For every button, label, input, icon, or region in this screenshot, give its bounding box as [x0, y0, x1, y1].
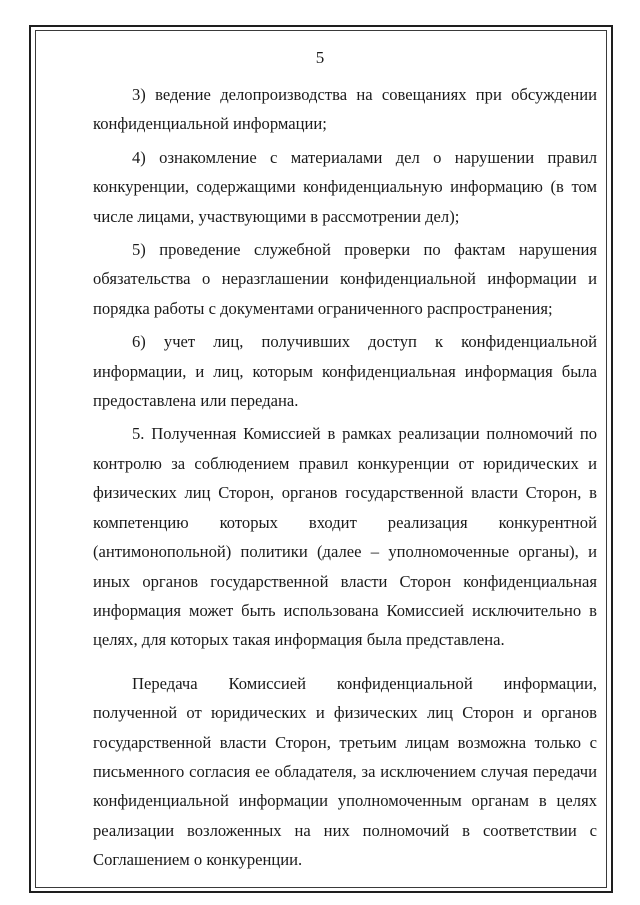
list-item-4: 4) ознакомление с материалами дел о нарушении правил конкуренции, содержащими конфиденциальную информацию (в том числе лицами, участвующими в рассмотрении дел); — [93, 147, 597, 226]
list-item-6: 6) учет лиц, получивших доступ к конфиденциальной информации, и лиц, которым конфиденциальная информация была предоставлена или передана. — [93, 332, 597, 411]
transfer-paragraph: Передача Комиссией конфиденциальной информации, полученной от юридических и физических лиц Сторон и органов государственной власти Сторон, третьим лицам возможна только с письменного согласия ее обладателя, за исключением случая передачи конфиденциальной информации уполномоченным органам в целях реализации возложенных на них полномочий в соответствии с Соглашением о конкуренции. — [93, 673, 597, 870]
list-item-3: 3) ведение делопроизводства на совещаниях при обсуждении конфиденциальной информации; — [93, 85, 597, 134]
document-body — [93, 80, 597, 879]
clause-5-paragraph: 5. Полученная Комиссией в рамках реализации полномочий по контролю за соблюдением правил конкуренции от юридических и физических лиц Сторон, органов государственной власти Сторон, в компетенцию которых входит реализация конкурентной (антимонопольной) политики (далее – уполномоченные органы), и иных органов государственной власти Сторон конфиденциальная информация может быть использована Комиссией исключительно в целях, для которых такая информация была представлена. — [93, 424, 597, 650]
list-item-5: 5) проведение служебной проверки по фактам нарушения обязательства о неразглашении конфиденциальной информации и порядка работы с документами ограниченного распространения; — [93, 240, 597, 318]
page-number: 5 — [315, 48, 325, 67]
